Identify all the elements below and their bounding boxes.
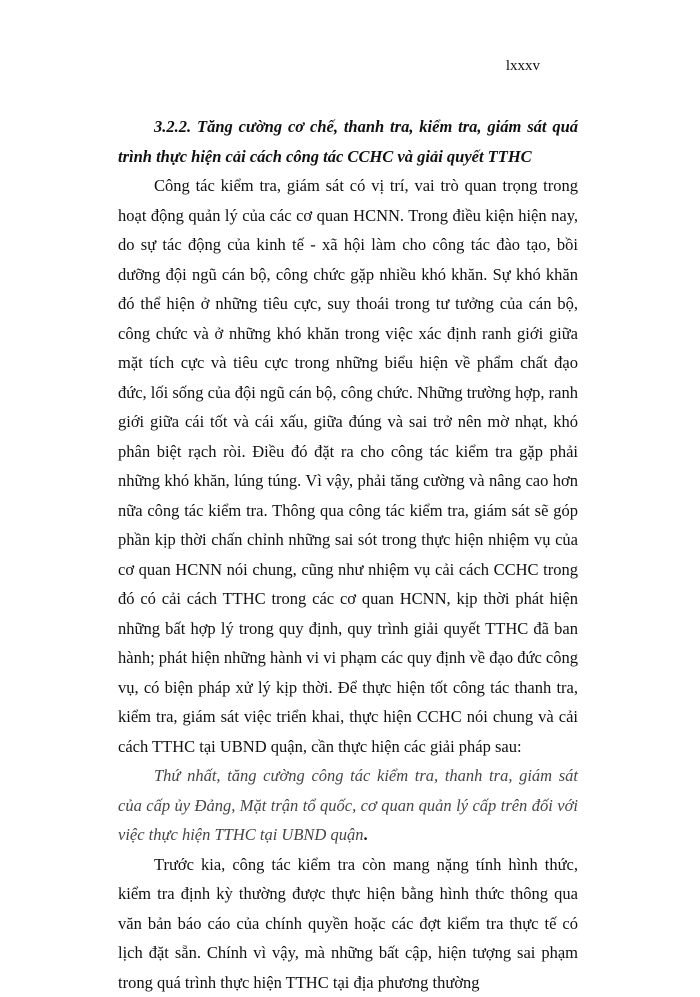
italic-text: Thứ nhất, tăng cường công tác kiểm tra, thanh tra, giám sát của cấp ủy Đảng, Mặt trận tổ quốc, cơ quan quản lý cấp trên đối với việc thực hiện TTHC tại UBND quận [118,766,578,844]
italic-tail: . [363,825,367,844]
paragraph-italic [118,761,578,850]
page-number: lxxxv [506,58,540,75]
document-body [118,112,578,997]
paragraph: Công tác kiểm tra, giám sát có vị trí, vai trò quan trọng trong hoạt động quản lý của các cơ quan HCNN. Trong điều kiện hiện nay, do sự tác động của kinh tế - xã hội làm cho công tác đào tạo, bồi dưỡng đội ngũ cán bộ, công chức gặp nhiều khó khăn. Sự khó khăn đó thể hiện ở những tiêu cực, suy thoái trong tư tưởng của cán bộ, công chức và ở những khó khăn trong việc xác định ranh giới giữa mặt tích cực và tiêu cực trong những biểu hiện về phẩm chất đạo đức, lối sống của đội ngũ cán bộ, công chức. Những trường hợp, ranh giới giữa cái tốt và cái xấu, giữa đúng và sai trở nên mờ nhạt, khó phân biệt rạch ròi. Điều đó đặt ra cho công tác kiểm tra gặp phải những khó khăn, lúng túng. Vì vậy, phải tăng cường và nâng cao hơn nữa công tác kiểm tra. Thông qua công tác kiểm tra, giám sát sẽ góp phần kịp thời chấn chỉnh những sai sót trong thực hiện nhiệm vụ của cơ quan HCNN nói chung, cũng như nhiệm vụ cải cách CCHC trong đó có cải cách TTHC trong các cơ quan HCNN, kịp thời phát hiện những bất hợp lý trong quy định, quy trình giải quyết TTHC đã ban hành; phát hiện những hành vi vi phạm các quy định về đạo đức công vụ, có biện pháp xử lý kịp thời. Để thực hiện tốt công tác thanh tra, kiểm tra, giám sát việc triển khai, thực hiện CCHC nói chung và cải cách TTHC tại UBND quận, cần thực hiện các giải pháp sau: [118,171,578,761]
section-heading: 3.2.2. Tăng cường cơ chế, thanh tra, kiểm tra, giám sát quá trình thực hiện cải cách công tác CCHC và giải quyết TTHC [118,112,578,171]
paragraph: Trước kia, công tác kiểm tra còn mang nặng tính hình thức, kiểm tra định kỳ thường được thực hiện bằng hình thức thông qua văn bản báo cáo của chính quyền hoặc các đợt kiểm tra thực tế có lịch đặt sẵn. Chính vì vậy, mà những bất cập, hiện tượng sai phạm trong quá trình thực hiện TTHC tại địa phương thường [118,850,578,997]
